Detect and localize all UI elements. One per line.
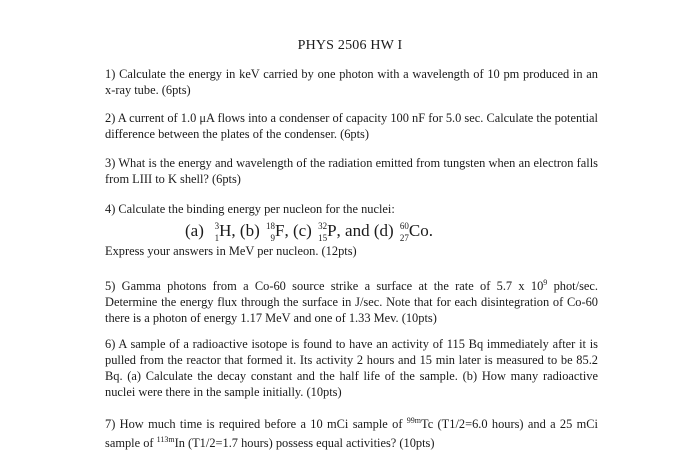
atomic-number: 9 <box>270 233 275 243</box>
question-4 <box>105 201 598 217</box>
page-title: PHYS 2506 HW I <box>297 38 403 53</box>
nucleus-f18: (b) 18 9 F, <box>239 221 293 243</box>
nucleus-p32: (c) 32 15 P, and <box>292 221 374 243</box>
question-2 <box>105 110 598 142</box>
question-6-text: 6) A sample of a radioactive isotope is found to have an activity of 115 Bq immediately after it is pulled from the reactor that formed it. Its activity 2 hours and 15 min later is measured to be 85.2 Bq. (a) Calculate the decay constant and the half life of the sample. (b) How many radioactive nuclei were there in the sample initially. (10pts) <box>105 337 598 399</box>
question-5-text: 5) Gamma photons from a Co-60 source strike a surface at the rate of 5.7 x $10^9$ phot/sec. Determine the energy flux through the surface in J/sec. Note that for each disintegration of Co-60 there is a photon of energy 1.17 MeV and one of 1.33 Mev. (10pts) <box>105 278 598 326</box>
nucleus-label: (d) <box>373 221 398 240</box>
element-symbol: F <box>274 221 285 240</box>
question-1-text: 1) Calculate the energy in keV carried by one photon with a wavelength of 10 pm produced in an x-ray tube. (6pts) <box>105 67 598 97</box>
element-symbol: P <box>327 221 337 240</box>
question-3 <box>105 155 598 187</box>
atomic-number: 27 <box>399 233 409 243</box>
element-symbol: H <box>219 221 232 240</box>
question-7 <box>105 413 598 451</box>
nucleus-h3: (a) 3 1 H, <box>185 221 240 243</box>
nucleus-label: (a) <box>185 221 209 240</box>
mass-number: 3 <box>214 221 220 231</box>
question-4-instruction: Express your answers in MeV per nucleon. (12pts) <box>105 244 357 258</box>
question-7-text: 7) How much time is required before a 10 mCi sample of $^{99m}$Tc (T1/2=6.0 hours) and a 25 mCi sample of $^{113m}$In (T1/2=1.7 hours) possess equal activities? (10pts) <box>105 416 598 451</box>
question-6 <box>105 336 598 400</box>
question-5 <box>105 275 598 326</box>
nuclei-list <box>185 221 433 241</box>
mass-number: 60 <box>399 221 409 231</box>
atomic-number: 1 <box>214 233 220 243</box>
element-symbol: Co <box>408 221 429 240</box>
question-2-text: 2) A current of 1.0 μA flows into a condenser of capacity 100 nF for 5.0 sec. Calculate the potential difference between the plates of the condenser. (6pts) <box>105 111 598 141</box>
nucleus-label: (b) <box>239 221 264 240</box>
question-4-intro: 4) Calculate the binding energy per nucleon for the nuclei: <box>105 202 395 216</box>
atomic-number: 15 <box>318 233 328 243</box>
question-3-text: 3) What is the energy and wavelength of the radiation emitted from tungsten when an electron falls from LIII to K shell? (6pts) <box>105 156 598 186</box>
question-1 <box>105 66 598 98</box>
mass-number: 32 <box>318 221 328 231</box>
nucleus-label: (c) <box>292 221 317 240</box>
mass-number: 18 <box>265 221 275 231</box>
nucleus-co60: (d) 60 27 Co. <box>373 221 434 243</box>
